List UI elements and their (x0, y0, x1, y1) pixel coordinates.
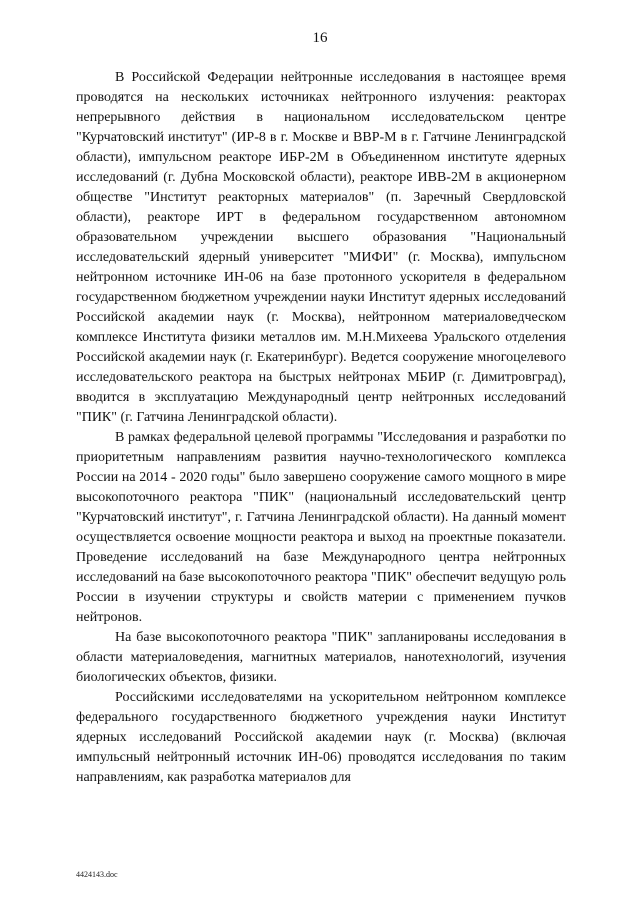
page-number: 16 (312, 30, 328, 46)
paragraph-pik-research-areas: На базе высокопоточного реактора "ПИК" запланированы исследования в области материаловедения, магнитных материалов, нанотехнологий, изучения биологических объектов, физики. (76, 630, 566, 685)
paragraph-pik-construction: В рамках федеральной целевой программы "Исследования и разработки по приоритетным направлениям развития научно-технологического комплекса России на 2014 - 2020 годы" было завершено сооружение самого мощного в мире высокопоточного реактора "ПИК" (национальный исследовательский центр "Курчатовский институт", г. Гатчина Ленинградской области). На данный момент осуществляется освоение мощности реактора и выход на проектные показатели. Проведение исследований на базе Международного центра нейтронных исследований на базе высокопоточного реактора "ПИК" обеспечит ведущую роль России в изучении структуры и свойств материи с применением пучков нейтронов. (76, 430, 566, 625)
paragraph-accelerator-complex: Российскими исследователями на ускорительном нейтронном комплексе федерального государственного бюджетного учреждения науки Институт ядерных исследований Российской академии наук (г. Москва) (включая импульсный нейтронный источник ИН-06) проводятся исследования по таким направлениям, как разработка материалов для (76, 690, 566, 785)
document-body (76, 68, 566, 788)
file-name-footer: 4424143.doc (76, 870, 118, 879)
paragraph-neutron-sources: В Российской Федерации нейтронные исследования в настоящее время проводятся на нескольких источниках нейтронного излучения: реакторах непрерывного действия в национальном исследовательском центре "Курчатовский институт" (ИР-8 в г. Москве и ВВР-М в г. Гатчине Ленинградской области), импульсном реакторе ИБР-2М в Объединенном институте ядерных исследований (г. Дубна Московской области), реакторе ИВВ-2М в акционерном обществе "Институт реакторных материалов" (п. Заречный Свердловской области), реакторе ИРТ в федеральном государственном автономном образовательном учреждении высшего образования "Национальный исследовательский ядерный университет "МИФИ" (г. Москва), импульсном нейтронном источнике ИН-06 на базе протонного ускорителя в федеральном государственном бюджетном учреждении науки Институт ядерных исследований Российской академии наук (г. Москва), нейтронном материаловедческом комплексе Института физики металлов им. М.Н.Михеева Уральского отделения Российской академии наук (г. Екатеринбург). Ведется сооружение многоцелевого исследовательского реактора на быстрых нейтронах МБИР (г. Димитровград), вводится в эксплуатацию Международный центр нейтронных исследований "ПИК" (г. Гатчина Ленинградской области). (76, 70, 566, 425)
